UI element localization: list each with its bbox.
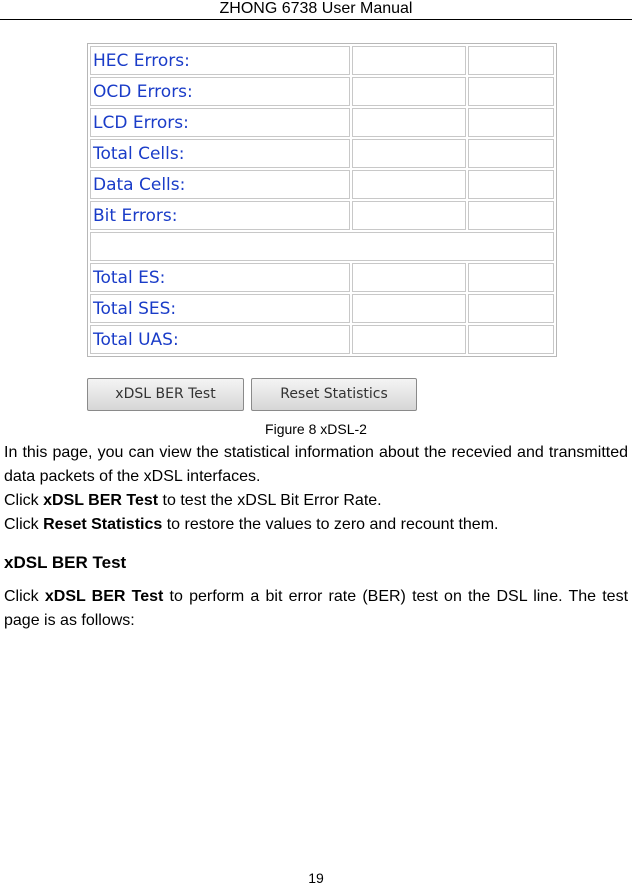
ber-test-term: xDSL BER Test [44, 588, 164, 605]
bit-errors-label: Bit Errors: [90, 201, 350, 230]
click-text: Click [4, 588, 45, 605]
table-row [90, 201, 554, 230]
lcd-errors-downstream [352, 108, 466, 137]
total-es-label: Total ES: [90, 263, 350, 292]
reset-statistics-button[interactable]: Reset Statistics [251, 378, 417, 411]
ocd-errors-label: OCD Errors: [90, 77, 350, 106]
total-uas-upstream [468, 325, 554, 354]
ocd-errors-downstream [352, 77, 466, 106]
reset-statistics-term: Reset Statistics [43, 516, 163, 533]
total-ses-label: Total SES: [90, 294, 350, 323]
table-row [90, 294, 554, 323]
table-row [90, 139, 554, 168]
total-ses-upstream [468, 294, 554, 323]
table-spacer-row [90, 232, 554, 261]
total-es-upstream [468, 263, 554, 292]
bit-errors-upstream [468, 201, 554, 230]
page-number: 19 [308, 870, 324, 886]
hec-errors-upstream [468, 46, 554, 75]
total-uas-downstream [352, 325, 466, 354]
xdsl-statistics-table [87, 43, 557, 357]
page-header: ZHONG 6738 User Manual [0, 0, 632, 20]
bit-errors-downstream [352, 201, 466, 230]
lcd-errors-upstream [468, 108, 554, 137]
click-text: Click [4, 516, 44, 533]
intro-paragraph: In this page, you can view the statistical information about the recevied and transmitted data packets of the xDSL interfaces. [4, 444, 628, 485]
data-cells-downstream [352, 170, 466, 199]
total-cells-upstream [468, 139, 554, 168]
table-row [90, 170, 554, 199]
lcd-errors-label: LCD Errors: [90, 108, 350, 137]
total-uas-label: Total UAS: [90, 325, 350, 354]
table-row [90, 325, 554, 354]
reset-instruction [4, 513, 628, 537]
ber-test-term: xDSL BER Test [43, 492, 159, 509]
total-cells-downstream [352, 139, 466, 168]
data-cells-upstream [468, 170, 554, 199]
table-row [90, 108, 554, 137]
total-ses-downstream [352, 294, 466, 323]
instruction-text: to restore the values to zero and recount them. [162, 516, 499, 533]
instruction-text: to test the xDSL Bit Error Rate. [158, 492, 382, 509]
ber-test-description [4, 585, 628, 633]
total-cells-label: Total Cells: [90, 139, 350, 168]
hec-errors-downstream [352, 46, 466, 75]
spacer-cell [90, 232, 554, 261]
hec-errors-label: HEC Errors: [90, 46, 350, 75]
table-row [90, 46, 554, 75]
total-es-downstream [352, 263, 466, 292]
table-row [90, 263, 554, 292]
ber-test-instruction [4, 489, 628, 513]
ocd-errors-upstream [468, 77, 554, 106]
figure-caption: Figure 8 xDSL-2 [265, 421, 367, 437]
xdsl-ber-test-button[interactable]: xDSL BER Test [87, 378, 244, 411]
table-row [90, 77, 554, 106]
data-cells-label: Data Cells: [90, 170, 350, 199]
section-heading: xDSL BER Test [4, 553, 127, 572]
click-text: Click [4, 492, 44, 509]
description-text: to perform a bit error rate (BER) test on the DSL line. The test page is as follows: [4, 588, 629, 629]
